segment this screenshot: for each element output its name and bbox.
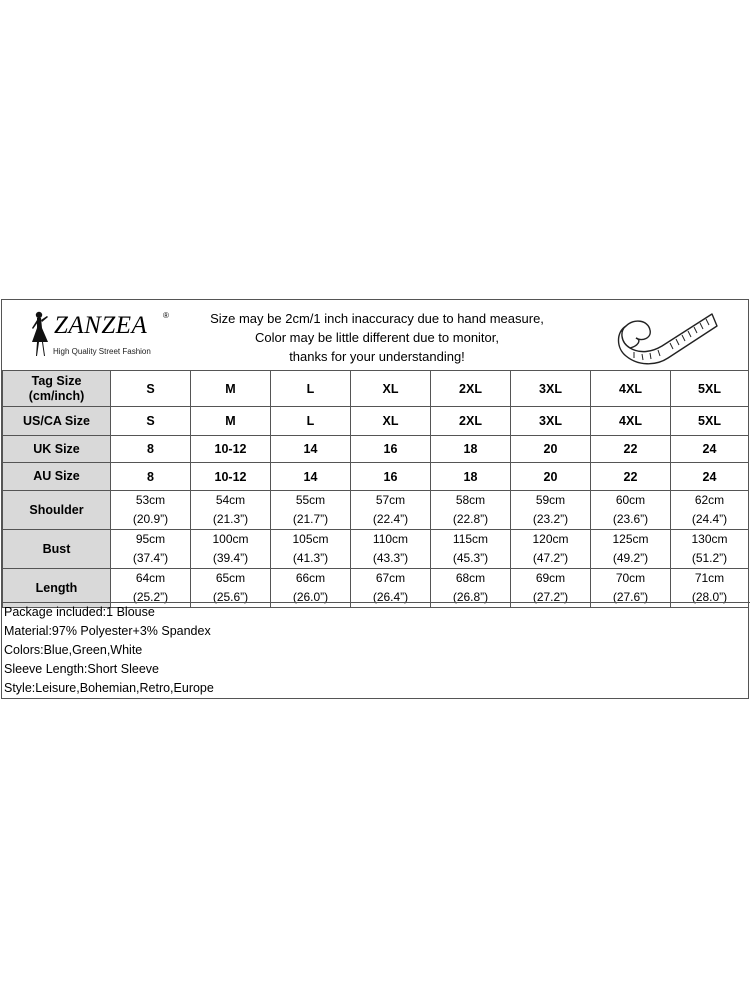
cm-value: 105cm	[292, 532, 329, 546]
cm-value: 64cm	[135, 571, 166, 585]
cm-value: 66cm	[295, 571, 326, 585]
bust-label: Bust	[3, 530, 111, 569]
cm-value: 53cm	[135, 493, 166, 507]
measurement-cell	[431, 491, 511, 530]
product-info	[2, 602, 750, 698]
tag-size-label-line1: Tag Size	[31, 373, 82, 388]
measurement-cell	[511, 530, 591, 569]
us-size-row	[3, 407, 749, 436]
cm-value: 71cm	[694, 571, 725, 585]
size-cell: S	[111, 371, 191, 407]
size-cell: 3XL	[511, 371, 591, 407]
cm-value: 70cm	[615, 571, 646, 585]
measurement-notice	[192, 309, 562, 366]
size-cell: 22	[591, 463, 671, 491]
cm-value: 65cm	[215, 571, 246, 585]
size-cell: 18	[431, 463, 511, 491]
size-cell: 2XL	[431, 371, 511, 407]
measurement-cell	[671, 491, 749, 530]
cm-value: 115cm	[452, 532, 489, 546]
cm-value: 68cm	[455, 571, 486, 585]
measurement-cell	[671, 530, 749, 569]
size-cell: 20	[511, 436, 591, 463]
size-cell: 4XL	[591, 407, 671, 436]
size-cell: L	[271, 371, 351, 407]
info-package: Package included:1 Blouse	[4, 605, 155, 619]
shoulder-label: Shoulder	[3, 491, 111, 530]
size-cell: 20	[511, 463, 591, 491]
info-colors: Colors:Blue,Green,White	[4, 643, 143, 657]
bust-row	[3, 530, 749, 569]
size-cell: 5XL	[671, 371, 749, 407]
cm-value: 55cm	[295, 493, 326, 507]
cm-value: 57cm	[375, 493, 406, 507]
inch-value: (25.2”)	[132, 590, 169, 604]
size-cell: 2XL	[431, 407, 511, 436]
cm-value: 100cm	[212, 532, 249, 546]
brand-tagline: High Quality Street Fashion	[53, 347, 151, 356]
tag-size-row	[3, 371, 749, 407]
notice-line: Size may be 2cm/1 inch inaccuracy due to hand measure,	[210, 311, 544, 326]
inch-value: (49.2”)	[612, 551, 649, 565]
cm-value: 67cm	[375, 571, 406, 585]
cm-value: 110cm	[372, 532, 409, 546]
size-cell: 4XL	[591, 371, 671, 407]
size-cell: 16	[351, 463, 431, 491]
notice-line: thanks for your understanding!	[289, 349, 465, 364]
measurement-cell	[191, 491, 271, 530]
size-chart	[1, 299, 749, 699]
size-cell: 14	[271, 463, 351, 491]
inch-value: (21.7”)	[292, 512, 329, 526]
inch-value: (45.3”)	[452, 551, 489, 565]
cm-value: 125cm	[612, 532, 649, 546]
tag-size-label-line2: (cm/inch)	[28, 388, 85, 403]
inch-value: (24.4”)	[691, 512, 728, 526]
size-cell: 3XL	[511, 407, 591, 436]
cm-value: 120cm	[532, 532, 569, 546]
size-table	[2, 370, 749, 608]
au-size-label: AU Size	[3, 463, 111, 491]
cm-value: 130cm	[691, 532, 728, 546]
size-cell: 5XL	[671, 407, 749, 436]
info-style: Style:Leisure,Bohemian,Retro,Europe	[4, 681, 214, 695]
measurement-cell	[271, 530, 351, 569]
measurement-cell	[271, 491, 351, 530]
size-cell: M	[191, 371, 271, 407]
inch-value: (21.3”)	[212, 512, 249, 526]
size-cell: 8	[111, 463, 191, 491]
uk-size-row	[3, 436, 749, 463]
inch-value: (43.3”)	[372, 551, 409, 565]
size-cell: 10-12	[191, 436, 271, 463]
inch-value: (28.0”)	[691, 590, 728, 604]
inch-value: (20.9”)	[132, 512, 169, 526]
info-material: Material:97% Polyester+3% Spandex	[4, 624, 211, 638]
inch-value: (39.4”)	[212, 551, 249, 565]
measurement-cell	[111, 491, 191, 530]
inch-value: (37.4”)	[132, 551, 169, 565]
us-size-label: US/CA Size	[3, 407, 111, 436]
inch-value: (47.2”)	[532, 551, 569, 565]
inch-value: (27.2”)	[532, 590, 569, 604]
measurement-cell	[591, 530, 671, 569]
cm-value: 54cm	[215, 493, 246, 507]
inch-value: (23.6”)	[612, 512, 649, 526]
measuring-tape-icon	[612, 304, 722, 366]
fashion-lady-icon	[28, 308, 54, 364]
size-cell: 24	[671, 436, 749, 463]
size-cell: 10-12	[191, 463, 271, 491]
size-cell: XL	[351, 407, 431, 436]
shoulder-row	[3, 491, 749, 530]
size-cell: XL	[351, 371, 431, 407]
measurement-cell	[111, 530, 191, 569]
tag-size-label	[3, 371, 111, 407]
notice-line: Color may be little different due to monitor,	[255, 330, 499, 345]
size-cell: 16	[351, 436, 431, 463]
measurement-cell	[191, 530, 271, 569]
size-cell: 24	[671, 463, 749, 491]
cm-value: 60cm	[615, 493, 646, 507]
inch-value: (41.3”)	[292, 551, 329, 565]
measurement-cell	[511, 491, 591, 530]
info-sleeve-length: Sleeve Length:Short Sleeve	[4, 662, 159, 676]
measurement-cell	[591, 491, 671, 530]
size-cell: L	[271, 407, 351, 436]
size-cell: 18	[431, 436, 511, 463]
cm-value: 59cm	[535, 493, 566, 507]
size-chart-header	[2, 300, 748, 371]
cm-value: 58cm	[455, 493, 486, 507]
inch-value: (22.4”)	[372, 512, 409, 526]
measurement-cell	[351, 491, 431, 530]
inch-value: (22.8”)	[452, 512, 489, 526]
size-cell: M	[191, 407, 271, 436]
inch-value: (51.2”)	[691, 551, 728, 565]
au-size-row	[3, 463, 749, 491]
length-label: Length	[3, 569, 111, 608]
measurement-cell	[351, 530, 431, 569]
measurement-cell	[431, 530, 511, 569]
inch-value: (23.2”)	[532, 512, 569, 526]
size-cell: 22	[591, 436, 671, 463]
uk-size-label: UK Size	[3, 436, 111, 463]
cm-value: 62cm	[694, 493, 725, 507]
inch-value: (26.8”)	[452, 590, 489, 604]
cm-value: 95cm	[135, 532, 166, 546]
brand-logo	[28, 308, 178, 364]
inch-value: (25.6”)	[212, 590, 249, 604]
inch-value: (27.6”)	[612, 590, 649, 604]
inch-value: (26.0”)	[292, 590, 329, 604]
size-cell: 8	[111, 436, 191, 463]
registered-mark: ®	[163, 311, 169, 320]
cm-value: 69cm	[535, 571, 566, 585]
inch-value: (26.4”)	[372, 590, 409, 604]
brand-name: ZANZEA	[54, 312, 148, 339]
size-cell: 14	[271, 436, 351, 463]
size-cell: S	[111, 407, 191, 436]
